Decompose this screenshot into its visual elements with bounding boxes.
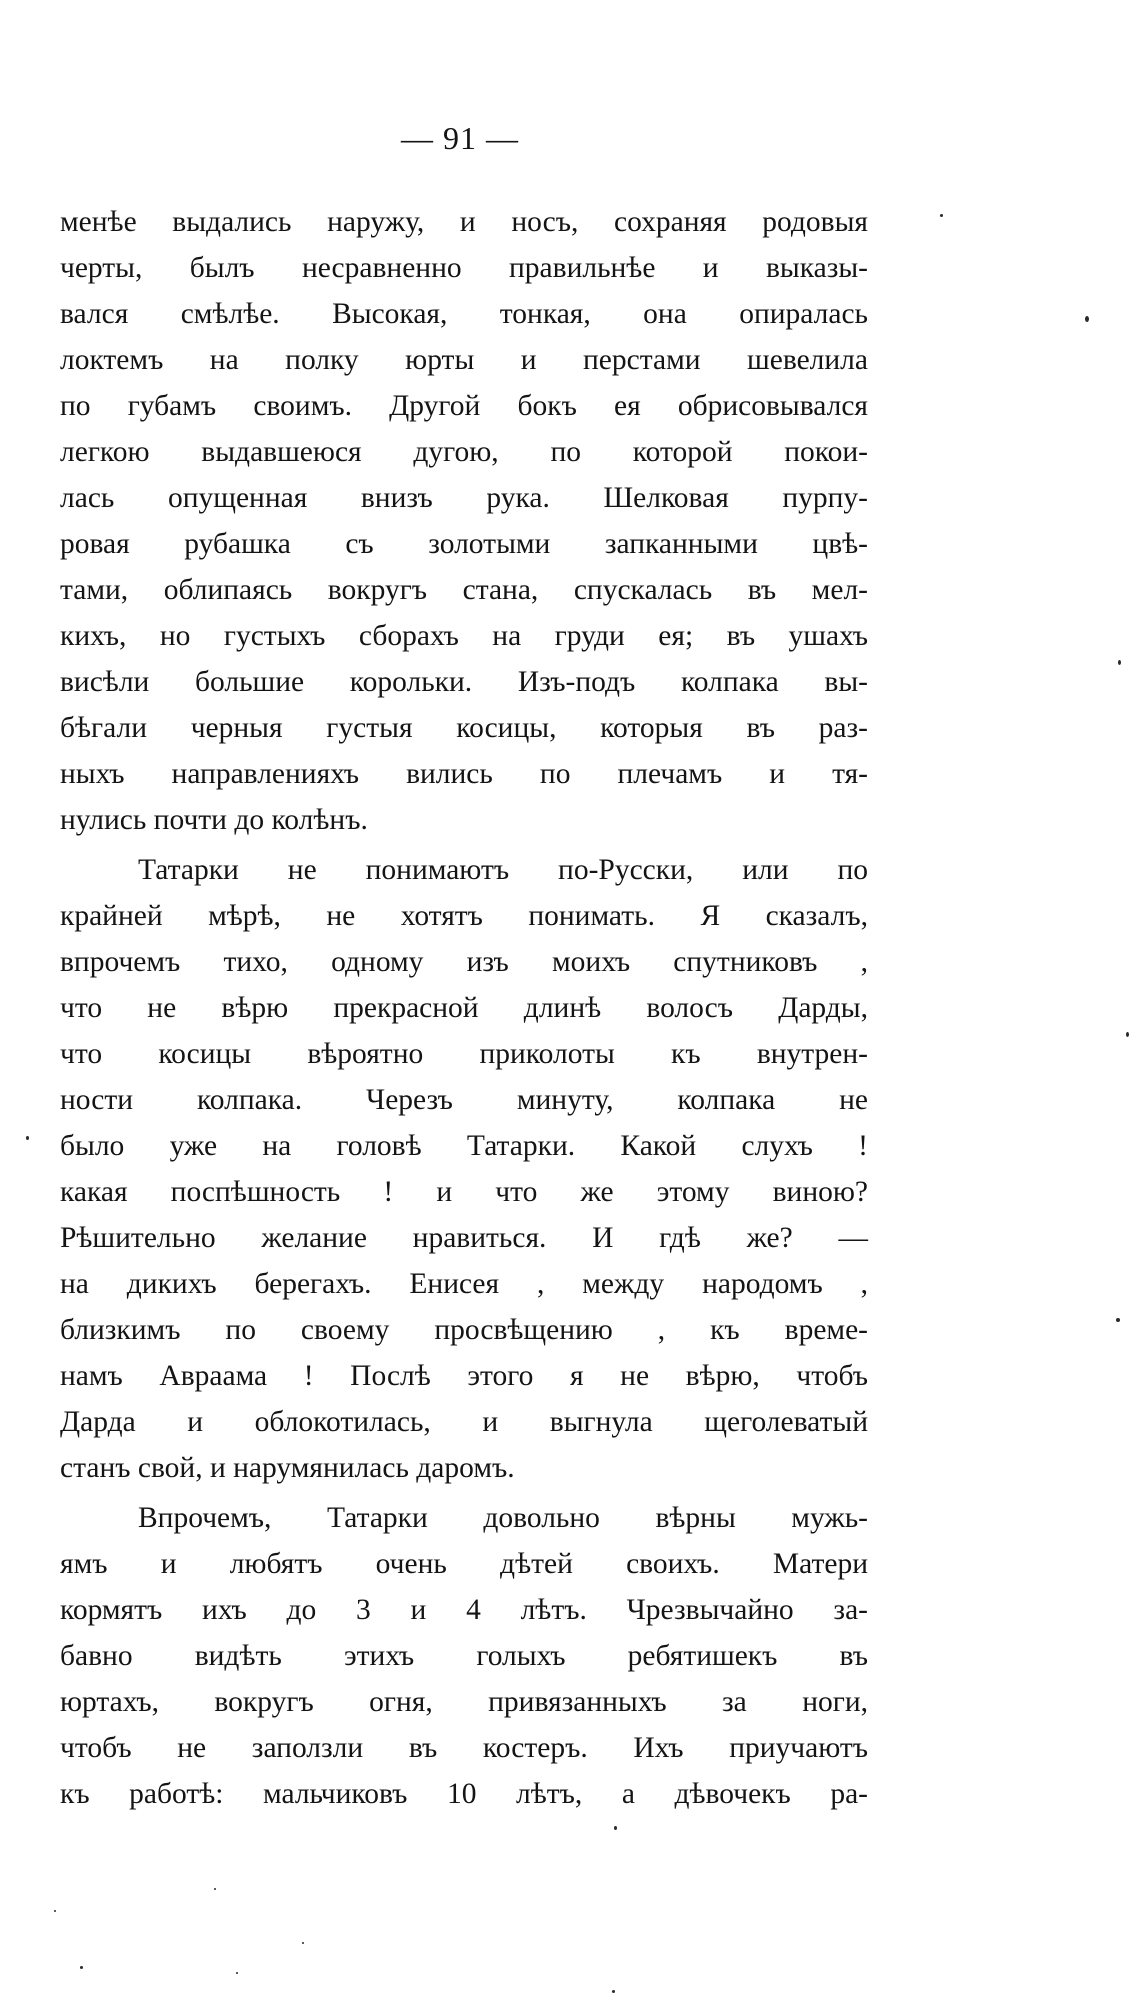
text-line: черты, былъ несравненно правильнѣе и выказы-: [60, 252, 868, 284]
text-line: Рѣшительно желание нравиться. И гдѣ же? —: [60, 1222, 868, 1254]
scan-speck: [214, 1888, 216, 1890]
text-line: менѣе выдались наружу, и носъ, сохраняя родовыя: [60, 206, 868, 238]
scan-speck: [236, 1972, 238, 1974]
text-line: кормятъ ихъ до 3 и 4 лѣтъ. Чрезвычайно за-: [60, 1594, 868, 1626]
scan-speck: [1085, 316, 1089, 322]
text-line: станъ свой, и нарумянилась даромъ.: [60, 1452, 515, 1484]
text-line: на дикихъ берегахъ. Енисея , между народомъ ,: [60, 1268, 868, 1300]
text-line: къ работѣ: мальчиковъ 10 лѣтъ, а дѣвочекъ ра-: [60, 1778, 868, 1810]
text-line: бѣгали черныя густыя косицы, которыя въ раз-: [60, 712, 868, 744]
text-line: кихъ, но густыхъ сборахъ на груди ея; въ ушахъ: [60, 620, 868, 652]
text-line: Дарда и облокотилась, и выгнула щеголеватый: [60, 1406, 868, 1438]
text-line: бавно видѣть этихъ голыхъ ребятишекъ въ: [60, 1640, 868, 1672]
text-line: вался смѣлѣе. Высокая, тонкая, она опиралась: [60, 298, 868, 330]
text-line: было уже на головѣ Татарки. Какой слухъ !: [60, 1130, 868, 1162]
text-line: намъ Авраама ! Послѣ этого я не вѣрю, чтобъ: [60, 1360, 868, 1392]
text-line: юртахъ, вокругъ огня, привязанныхъ за ноги,: [60, 1686, 868, 1718]
scan-speck: [80, 1966, 83, 1969]
text-line: ямъ и любятъ очень дѣтей своихъ. Матери: [60, 1548, 868, 1580]
text-line: что косицы вѣроятно приколоты къ внутрен-: [60, 1038, 868, 1070]
scan-speck: [612, 1990, 615, 1993]
text-line: ныхъ направленияхъ вились по плечамъ и тя-: [60, 758, 868, 790]
scan-speck: [614, 1826, 617, 1830]
text-line: лась опущенная внизъ рука. Шелковая пурпу-: [60, 482, 868, 514]
text-line: по губамъ своимъ. Другой бокъ ея обрисовывался: [60, 390, 868, 422]
text-line: близкимъ по своему просвѣщению , къ време-: [60, 1314, 868, 1346]
text-line: какая поспѣшность ! и что же этому виною?: [60, 1176, 868, 1208]
text-line: Татарки не понимаютъ по-Русски, или по: [138, 854, 868, 886]
text-line: ности колпака. Черезъ минуту, колпака не: [60, 1084, 868, 1116]
text-line: крайней мѣрѣ, не хотятъ понимать. Я сказалъ,: [60, 900, 868, 932]
scan-speck: [1126, 1032, 1129, 1037]
text-line: нулись почти до колѣнъ.: [60, 804, 368, 836]
page-number: — 91 —: [401, 120, 519, 156]
scan-speck: [1118, 660, 1121, 665]
text-line: тами, облипаясь вокругъ стана, спускалась въ мел-: [60, 574, 868, 606]
text-line: впрочемъ тихо, одному изъ моихъ спутниковъ ,: [60, 946, 868, 978]
text-line: ровая рубашка съ золотыми запканными цвѣ-: [60, 528, 868, 560]
scan-speck: [1116, 1318, 1120, 1322]
scan-speck: [54, 1910, 56, 1912]
text-line: чтобъ не заползли въ костеръ. Ихъ приучаютъ: [60, 1732, 868, 1764]
text-line: что не вѣрю прекрасной длинѣ волосъ Дарды,: [60, 992, 868, 1024]
scan-speck: [940, 214, 943, 217]
text-line: Впрочемъ, Татарки довольно вѣрны мужь-: [138, 1502, 868, 1534]
text-line: висѣли большие корольки. Изъ-подъ колпака вы-: [60, 666, 868, 698]
text-line: легкою выдавшеюся дугою, по которой покои-: [60, 436, 868, 468]
text-line: локтемъ на полку юрты и перстами шевелила: [60, 344, 868, 376]
scan-speck: [302, 1942, 304, 1944]
scan-speck: [26, 1136, 29, 1140]
